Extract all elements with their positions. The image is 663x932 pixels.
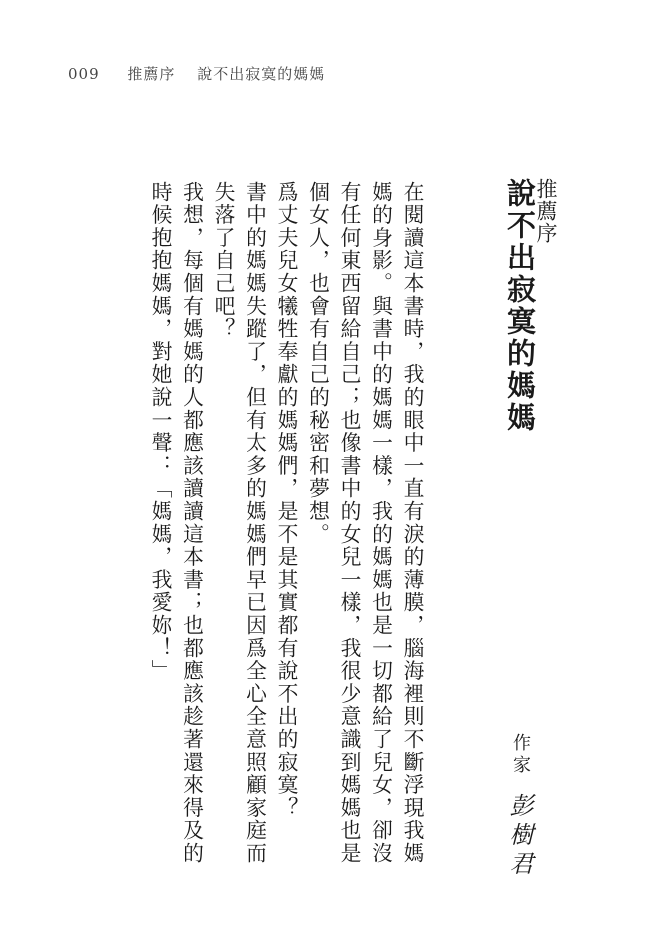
body-paragraph-1: 在閱讀這本書時，我的眼中一直有淚的薄膜，腦海裡則不斷浮現我媽媽的身影。與書中的媽媽一樣，我的媽媽也是一切都給了兒女，卻沒有任何東西留給自己；也像書中的女兒一樣，我很少意識到媽媽也是個女人，也會有自己的秘密和夢想。: [305, 181, 424, 865]
section-kicker: 推薦序: [534, 178, 558, 244]
author-name: 彭樹君: [505, 793, 533, 880]
body-paragraph-3: 書中的媽媽失蹤了，但有太多的媽媽們早已因爲全心全意照顧家庭而失落了自己吧？: [211, 181, 267, 865]
running-head-section: 推薦序: [127, 65, 176, 83]
running-head: [68, 63, 325, 84]
page-number: 009: [68, 65, 100, 83]
article-body: [144, 181, 428, 881]
running-head-title: 說不出寂寞的媽媽: [197, 65, 326, 83]
body-paragraph-4: 我想，每個有媽媽的人都應該讀讀這本書；也都應該趁著還來得及的時候抱抱媽媽，對她說一聲：「媽媽，我愛妳！」: [148, 181, 204, 865]
article-title: 說不出寂寞的媽媽: [503, 178, 537, 434]
author-label: 作家: [510, 733, 531, 777]
body-paragraph-2: 爲丈夫兒女犧牲奉獻的媽媽們，是不是其實都有說不出的寂寞？: [274, 181, 298, 820]
